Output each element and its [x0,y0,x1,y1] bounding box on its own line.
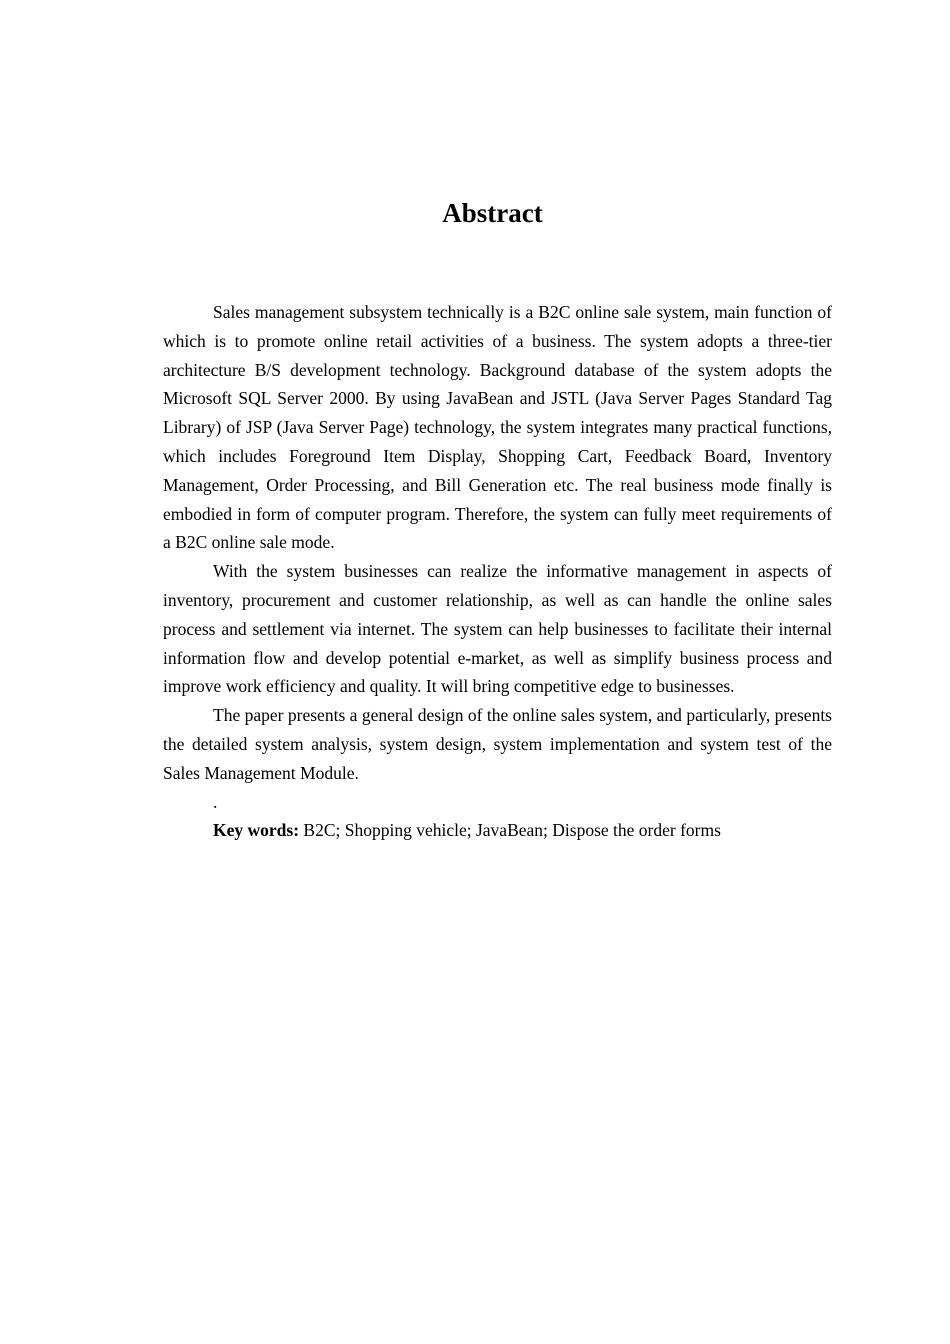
keywords-line [163,816,832,845]
abstract-paragraph-1: Sales management subsystem technically is a B2C online sale system, main function of which is to promote online retail activities of a business. The system adopts a three-tier architecture B/S development technology. Background database of the system adopts the Microsoft SQL Server 2000. By using JavaBean and JSTL (Java Server Pages Standard Tag Library) of JSP (Java Server Page) technology, the system integrates many practical functions, which includes Foreground Item Display, Shopping Cart, Feedback Board, Inventory Management, Order Processing, and Bill Generation etc. The real business mode finally is embodied in form of computer program. Therefore, the system can fully meet requirements of a B2C online sale mode. [163,302,832,553]
abstract-paragraph-2: With the system businesses can realize the informative management in aspects of inventory, procurement and customer relationship, as well as can handle the online sales process and settlement via internet. The system can help businesses to facilitate their internal information flow and develop potential e-market, as well as simplify business process and improve work efficiency and quality. It will bring competitive edge to businesses. [163,561,832,697]
abstract-paragraph-3: The paper presents a general design of the online sales system, and particularly, presents the detailed system analysis, system design, system implementation and system test of the Sales Management Module. [163,705,832,783]
abstract-title: Abstract [442,198,543,228]
keywords-value: B2C; Shopping vehicle; JavaBean; Dispose the order forms [303,820,721,841]
keywords-label: Key words: [213,820,300,841]
abstract-body [163,298,832,845]
separator-dot: . [213,791,218,812]
